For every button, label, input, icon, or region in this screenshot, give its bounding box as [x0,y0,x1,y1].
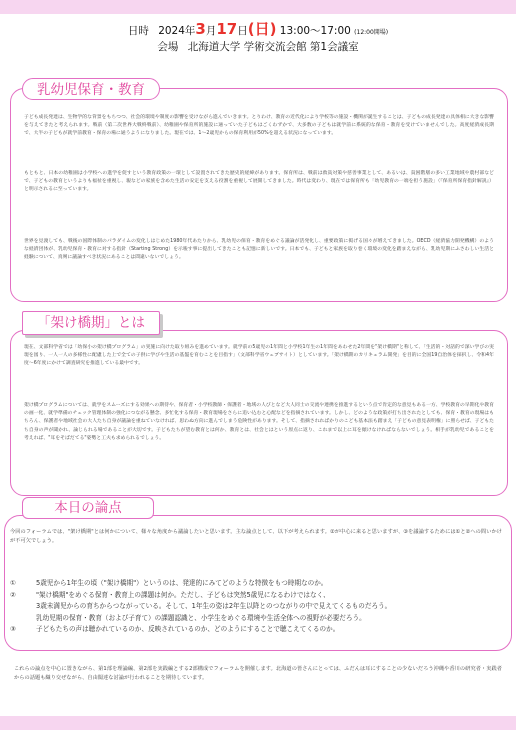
venue-label: 会場 [157,41,179,53]
list-item [10,590,506,602]
date-line [0,22,516,40]
section1-paragraph-3: 世界を見渡しても、戦後の国際体制のパラダイムの変化しはじめた1980年代あたりから、乳幼児の保育・教育をめぐる議論が活発化し、重要政策に掲げる国々が増えてきました。OECD（経済協力開発機構）のような経済団体が、乳幼児保育・教育に対する指針（Starting Strong）を示唆す事に提出してきたことも記憶に新しいです。日本でも、子どもと家族を取り巻く環境の変化を踏まえながら、乳幼児期にふさわしい生活と経験について、真剣に議論すべき状況にあることは間違いないでしょう。 [24,239,494,261]
bottom-pink-band [0,716,516,730]
date-day: 17 [216,20,238,38]
event-time: 13:00～17:00 [279,25,351,37]
point-continuation: 3歳未満児からの育ちからつながっている。そして、1年生の姿は2年生以降とのつながりの中で見えてくるものだろう。 [36,602,392,610]
event-header [0,22,516,55]
point-number: ① [10,579,16,587]
top-pink-band [0,0,516,14]
section1-paragraph-2: もともと、日本の幼稚園は小学校への進学を促すという教育政策の一環として設置されてきた歴史的経緯があります。保育所は、戦前は救貧対策や慈善事業として、あるいは、貧困階層の多い工業地域や農村部などで、子どもの教育というよりも福祉を重視し、親などの家族を含めた生活の安定を支える役割を重視して展開してきました。時代は変わり、現在では保育所も「幼児教育の一端を担う施設」（『保育所保育指針解説』）と明示されるに至っています。 [24,171,494,193]
list-item [10,578,506,590]
section2-paragraph-1: 現在、文部科学省では「幼保小の架け橋プログラム」の実施に向けた取り組みを進めています。就学前の5歳児の1年間と小学校1年生の1年間をあわせた2年間を"架け橋期"と称して、「生活的・対話的で深い学びの実現を図り、一人一人の多様性に配慮した上で全ての子供に学びや生活の基盤を育むことを目指す」（文部科学省ウェブサイト）としています。「架け橋期のカリキュラム開発」を目的に全国19自治体を採択し、令和4年度～6年度にかけて調査研究を推進している最中です。 [24,345,494,367]
section-title-bridge-period: 「架け橋期」とは [22,311,160,335]
section-title-discussion-points: 本日の論点 [22,497,154,519]
date-label: 日時 [127,25,149,37]
point-text: 5歳児から1年生の頃（"架け橋期"）というのは、発達的にみてどのような特徴をもつ時期なのか。 [36,579,328,587]
section2-paragraph-2: 架け橋プログラムについては、就学をスムーズにする効果への期待や、保育者・小学校教師・保護者・地域の人びとなど大人同士の交流や連携を推進するという点で肯定的な意見もある一方、学校教育の早期化や教育の画一化、就学準備のチェック管理体制の強化につながる懸念、多忙化する保育・教育現場をさらに追い込むと心配などを指摘されています。しかし、どのような政策が打ち出されたとしても、保育・教育の現場はもちろん、保護者や地域社会の大人たち自身が議論を重ねていなければ、思わぬ方向に進んでしまう危険性があります。そして、指摘されればかりのこども基本法も踏まえ「子どもの意見表明権」に照らせば、子どもたち自身の声が聞かれ、論じられる場であることが大切です。子どもたちが望む教育とは何か、教育とは、社会とはという原点に返り、これまで以上に耳を傾けなければならないでしょう。相手が乳幼児であることを考えれば、"耳をそばだてる"姿勢と工夫も求められるでしょう。 [24,403,494,441]
point-continuation: 乳幼児期の保育・教育（および子育て）の課題認識と、小学生をめぐる環境や生活全体への視野が必要だろう。 [36,613,366,622]
section-title-early-childhood: 乳幼児保育・教育 [22,78,160,100]
venue-name: 北海道大学 学術交流会館 第1会議室 [187,41,359,53]
date-year: 2024年 [158,25,196,37]
closing-paragraph: これらの論点を中心に置きながら、第1部を理論編、第2部を実践編とする2部構成でフォーラムを開催します。北海道の皆さんにとっては、ふだんは耳にすることの少ないだろう沖縄や香川の研究者・実践者からの話題も織り交ぜながら、自由闊達な討論が行われることを期待しています。 [14,666,502,681]
open-time: (12:00開場) [354,29,389,36]
date-month: 3 [195,20,206,38]
month-unit: 月 [205,25,217,37]
venue-line [0,40,516,55]
point-number: ② [10,590,16,599]
discussion-intro: 今回のフォーラムでは、"架け橋期"とは何かについて、様々な角度から議論したいと思います。主な論点として、以下が考えられます。②が中心に来ると思いますが、③を議論するためには①と②への問いかけが不可欠でしょう。 [10,529,502,544]
point-text: 子どもたちの声は聴かれているのか、反映されているのか、どのようにすることで聴こえてくるのか。 [36,625,340,633]
point-text: "架け橋期"をめぐる保育・教育上の課題は何か。ただし、子どもは突然5歳児になるわけではなく、 [36,590,330,599]
section1-paragraph-1: 子ども成長発達は、生物学的な背景をもちつつ、社会的環境や制度の影響を受けながら進んでいきます。とりわけ、教育の近代化により学校等の施設・機関が誕生することは、子どもの成長発達の具体相に大きな影響を与えてきたと考えられます。戦前（第二次世界大戦終戦前）、幼稚園や保育所的施設に通っていた子どもはごくわずかで、大多数の子どもは就学前に系統的な保育・教育を受けていませんでした。高度経済成長期で、大半の子どもが就学前教育・保育の場に通うようになりました。現在では、1～2歳児からの保育利用が50%を超える状況になっています。 [24,115,494,137]
date-weekday: (日) [247,20,277,38]
list-item [10,624,506,636]
point-number: ③ [10,625,16,633]
day-unit: 日 [237,25,248,37]
discussion-points-list [10,578,506,636]
